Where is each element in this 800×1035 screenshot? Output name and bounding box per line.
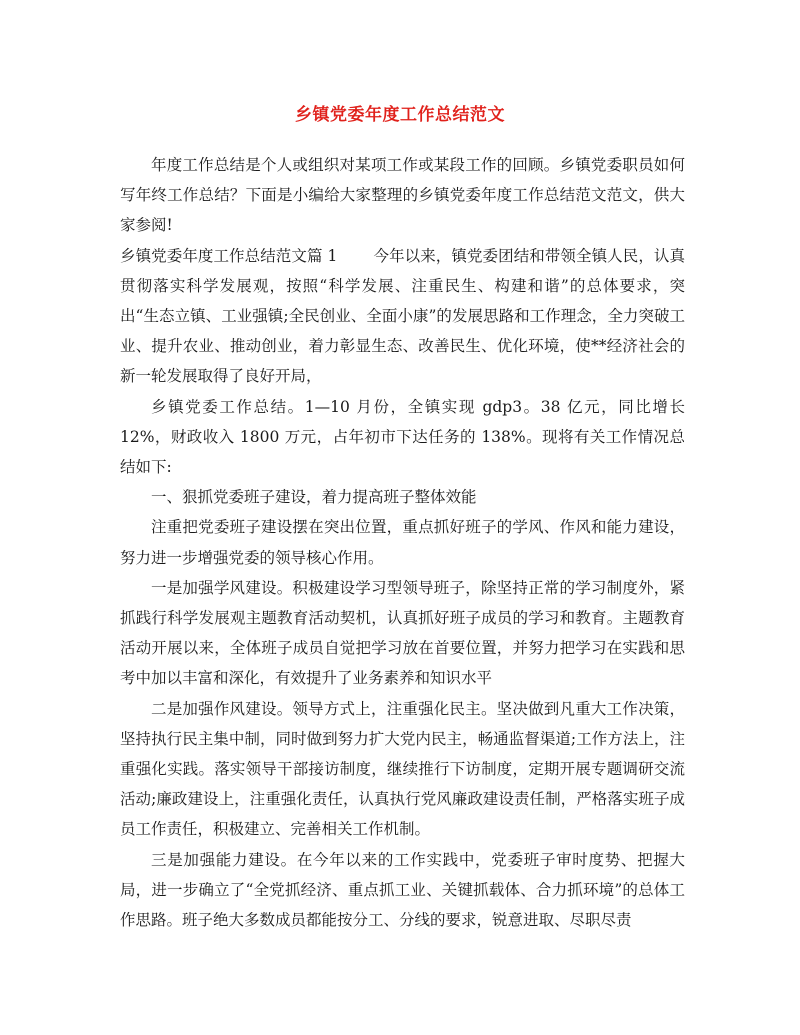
paragraph-study-style: 一是加强学风建设。积极建设学习型领导班子，除坚持正常的学习制度外，紧抓践行科学发展观主题教育活动契机，认真抓好班子成员的学习和教育。主题教育活动开展以来，全体班子成员自觉把学习放在首要位置，并努力把学习在实践和思考中加以丰富和深化，有效提升了业务素养和知识水平 — [120, 578, 685, 688]
section-1-text: 今年以来，镇党委团结和带领全镇人民，认真贯彻落实科学发展观，按照“科学发展、注重民生、构建和谐”的总体要求，突出“生态立镇、工业强镇;全民创业、全面小康”的发展思路和工作理念，全力突破工业、提升农业、推动创业，着力彰显生态、改善民生、优化环境，使**经济社会的新一轮发展取得了良好开局， — [120, 246, 685, 386]
section-1-heading: 乡镇党委年度工作总结范文篇 1 — [120, 246, 338, 265]
paragraph-work-style: 二是加强作风建设。领导方式上，注重强化民主。坚决做到凡重大工作决策，坚持执行民主集中制，同时做到努力扩大党内民主，畅通监督渠道;工作方法上，注重强化实践。落实领导干部接访制度，继续推行下访制度，定期开展专题调研交流活动;廉政建设上，注重强化责任，认真执行党风廉政建设责任制，严格落实班子成员工作责任，积极建立、完善相关工作机制。 — [120, 699, 685, 839]
section-1-paragraph — [120, 241, 685, 392]
paragraph-team-building: 注重把党委班子建设摆在突出位置，重点抓好班子的学风、作风和能力建设，努力进一步增强党委的领导核心作用。 — [120, 518, 685, 567]
document-body — [120, 150, 685, 935]
paragraph-ability: 三是加强能力建设。在今年以来的工作实践中，党委班子审时度势、把握大局，进一步确立了“全党抓经济、重点抓工业、关键抓载体、合力抓环境”的总体工作思路。班子绝大多数成员都能按分工、分线的要求，锐意进取、尽职尽责 — [120, 850, 685, 930]
subheading-1: 一、狠抓党委班子建设，着力提高班子整体效能 — [151, 488, 477, 507]
intro-paragraph: 年度工作总结是个人或组织对某项工作或某段工作的回顾。乡镇党委职员如何写年终工作总结？下面是小编给大家整理的乡镇党委年度工作总结范文范文，供大家参阅! — [120, 156, 685, 235]
summary-paragraph: 乡镇党委工作总结。1—10 月份，全镇实现 gdp3。38 亿元，同比增长 12%，财政收入 1800 万元，占年初市下达任务的 138%。现将有关工作情况总结如下: — [120, 397, 685, 477]
document-title: 乡镇党委年度工作总结范文 — [295, 105, 505, 125]
